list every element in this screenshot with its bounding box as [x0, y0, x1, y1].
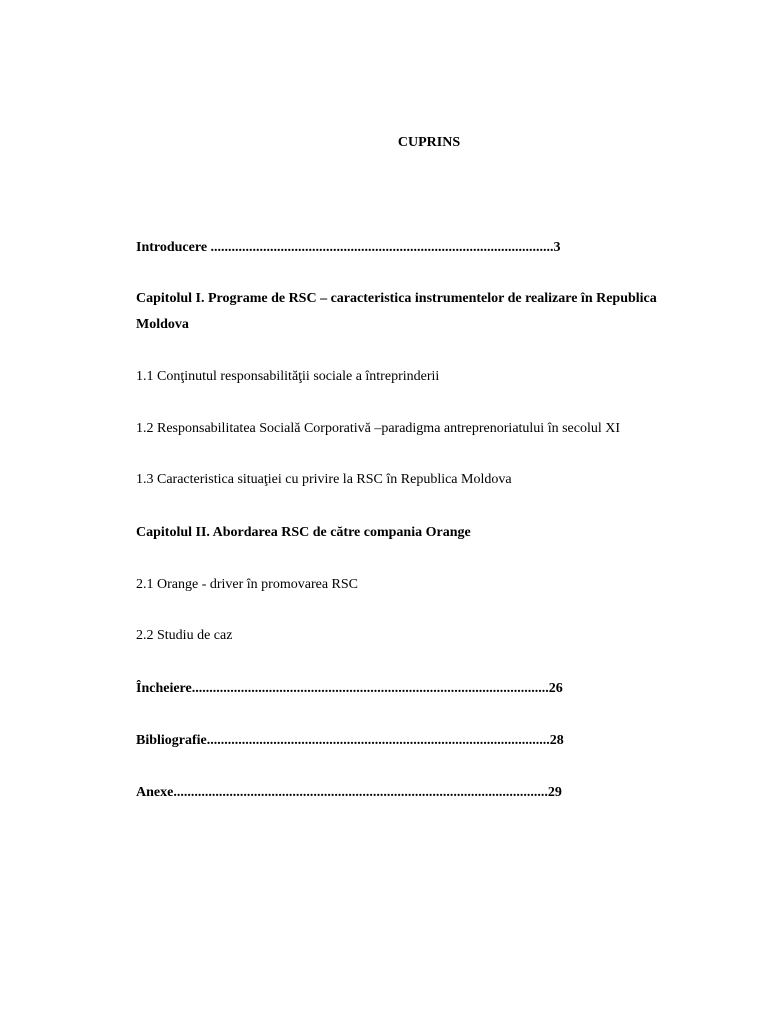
- toc-entry-capitolul-1: Capitolul I. Programe de RSC – caracteristica instrumentelor de realizare în Republica Moldova: [136, 291, 657, 332]
- toc-entry-2-1: 2.1 Orange - driver în promovarea RSC: [136, 577, 358, 592]
- toc-entry-1-2: 1.2 Responsabilitatea Socială Corporativă –paradigma antreprenoriatului în secolul XI: [136, 421, 621, 436]
- toc-entry-anexe: Anexe...........................................................................................................29: [136, 785, 562, 800]
- toc-entry-incheiere: Încheiere......................................................................................................26: [136, 681, 563, 696]
- toc-entry-1-3: 1.3 Caracteristica situaţiei cu privire la RSC în Republica Moldova: [136, 472, 512, 487]
- toc-entry-capitolul-2: Capitolul II. Abordarea RSC de către compania Orange: [136, 525, 471, 540]
- toc-title: CUPRINS: [397, 135, 461, 150]
- toc-entry-1-1: 1.1 Conţinutul responsabilităţii sociale a întreprinderii: [136, 369, 440, 384]
- toc-entry-2-2: 2.2 Studiu de caz: [136, 628, 233, 643]
- toc-entry-bibliografie: Bibliografie..................................................................................................28: [136, 733, 564, 748]
- toc-entry-introducere: Introducere ..................................................................................................3: [136, 240, 561, 255]
